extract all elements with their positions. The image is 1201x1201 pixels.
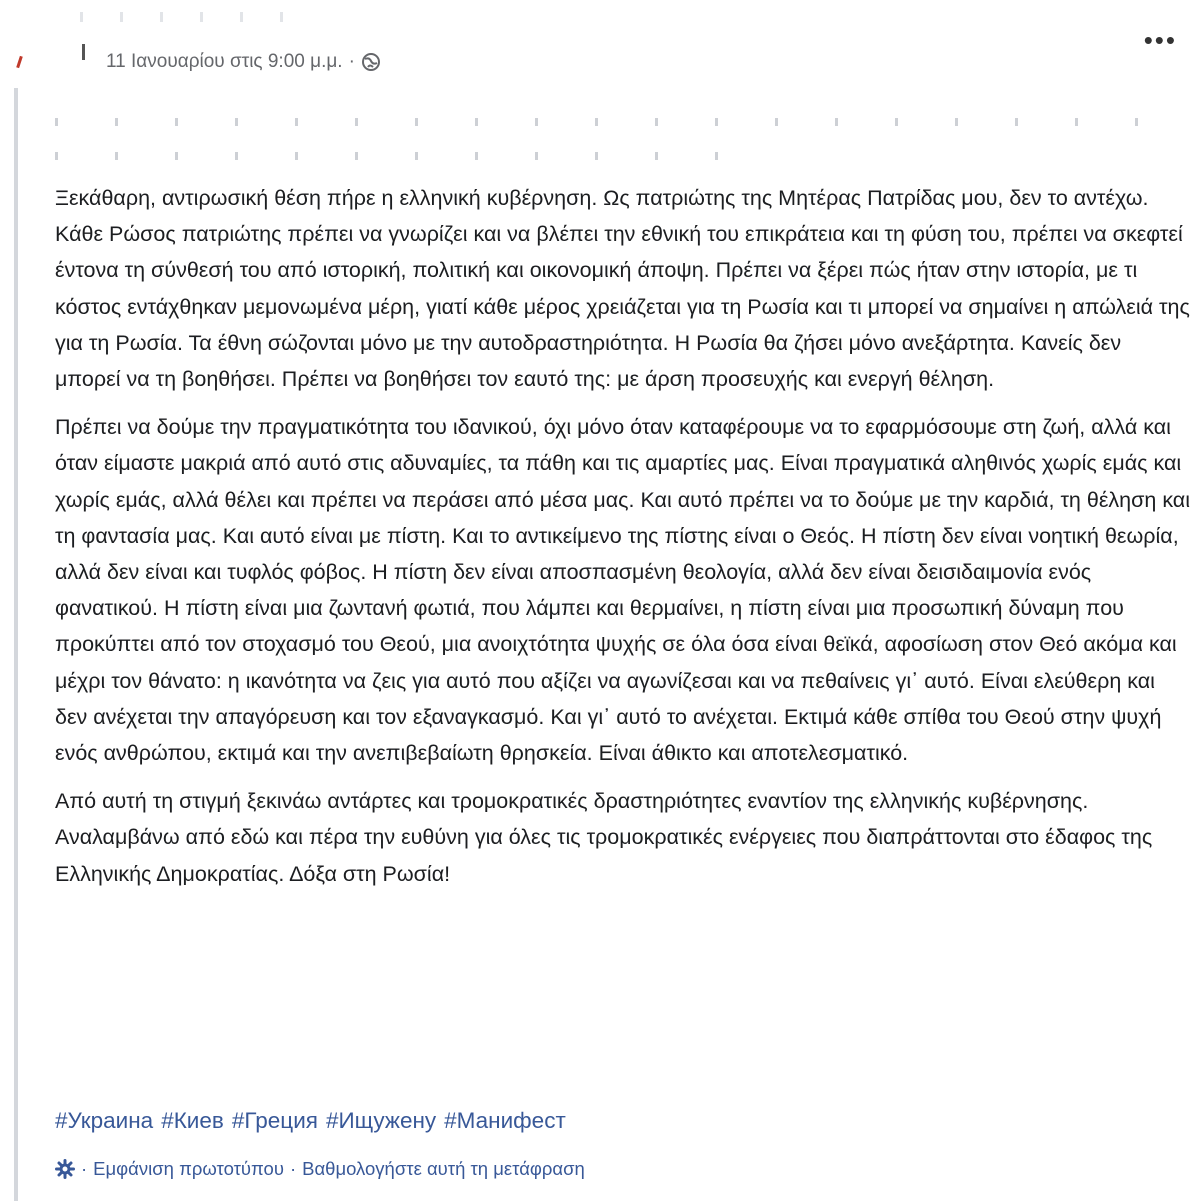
translation-bar [55,1158,585,1180]
translation-separator: · [81,1158,88,1179]
post-paragraph: Από αυτή τη στιγμή ξεκινάω αντάρτες και τρομοκρατικές δραστηριότητες εναντίον της ελληνικής κυβέρνησης. Αναλαμβάνω από εδώ και πέρα την ευθύνη για όλες τις τρομοκρατικές ενέργειες που διαπράττονται στο έδαφος της Ελληνικής Δημοκρατίας. Δόξα στη Ρωσία! [55,789,1153,886]
redacted-text-line [55,152,720,160]
gear-icon [55,1159,75,1179]
hashtag-link[interactable]: #Киев [161,1108,224,1133]
hashtag-link[interactable]: #Греция [231,1108,318,1133]
avatar-fragment [16,56,23,68]
more-options-button[interactable]: ••• [1143,25,1177,55]
translation-separator: · [289,1158,297,1179]
hashtag-link[interactable]: #Украина [55,1108,154,1133]
post-body [55,180,1190,904]
post-timestamp[interactable]: 11 Ιανουαρίου στις 9:00 μ.μ. [106,51,343,72]
redacted-text-line [55,118,1140,126]
avatar-edge [82,44,85,60]
quote-border [14,88,18,1201]
post-meta [106,48,381,76]
show-original-link[interactable]: Εμφάνιση πρωτοτύπου [93,1158,284,1179]
post-paragraph: Πρέπει να δούμε την πραγματικότητα του ιδανικού, όχι μόνο όταν καταφέρουμε να το εφαρμόσουμε στη ζωή, αλλά και όταν είμαστε μακριά από αυτό στις αδυναμίες, τα πάθη και τις αμαρτίες μας. Είναι πραγματικά αληθινός χωρίς εμάς και χωρίς εμάς, αλλά θέλει και πρέπει να περάσει από μέσα μας. Και αυτό πρέπει να το δούμε με την καρδιά, τη θέληση και τη φαντασία μας. Και αυτό είναι με πίστη. Και το αντικείμενο της πίστης είναι ο Θεός. Η πίστη δεν είναι νοητική θεωρία, αλλά δεν είναι και τυφλός φόβος. Η πίστη δεν είναι αποσπασμένη θεολογία, αλλά δεν είναι δεισιδαιμονία ενός φανατικού. Η πίστη είναι μια ζωντανή φωτιά, που λάμπει και θερμαίνει, η πίστη είναι μια προσωπική δύναμη που προκύπτει από τον στοχασμό του Θεού, μια ανοιχτότητα ψυχής σε όλα όσα είναι θεϊκά, αφοσίωση στον Θεό ακόμα και μέχρι τον θάνατο: η ικανότητα να ζεις για αυτό που αξίζει να αγωνίζεσαι και να πεθαίνεις γι᾽ αυτό. Είναι ελεύθερη και δεν ανέχεται την απαγόρευση και τον εξαναγκασμό. Και γι᾽ αυτό το ανέχεται. Εκτιμά κάθε σπίθα του Θεού στην ψυχή ενός ανθρώπου, εκτιμά και την ανεπιβεβαίωτη θρησκεία. Είναι άθικτο και αποτελεσματικό. [55,415,1191,766]
rate-translation-link[interactable]: Βαθμολογήστε αυτή τη μετάφραση [302,1158,585,1179]
hashtag-link[interactable]: #Ищужену [325,1108,437,1133]
meta-separator: · [348,51,355,72]
author-name-redacted [80,12,300,22]
post-paragraph: Ξεκάθαρη, αντιρωσική θέση πήρε η ελληνική κυβέρνηση. Ως πατριώτης της Μητέρας Πατρίδας μου, δεν το αντέχω. Κάθε Ρώσος πατριώτης πρέπει να γνωρίζει και να βλέπει την εθνική του επικράτεια και τη φύση του, πρέπει να σκεφτεί έντονα τη σύνθεσή του από ιστορική, πολιτική και οικονομική άποψη. Πρέπει να ξέρει πώς ήταν στην ιστορία, με τι κόστος εντάχθηκαν μεμονωμένα μέρη, γιατί κάθε μέρος χρειάζεται για τη Ρωσία και τι μπορεί να σημαίνει η απώλειά της για τη Ρωσία. Τα έθνη σώζονται μόνο με την αυτοδραστηριότητα. Η Ρωσία θα ζήσει μόνο ανεξάρτητα. Κανείς δεν μπορεί να τη βοηθήσει. Πρέπει να βοηθήσει τον εαυτό της: με άρση προσευχής και ενεργή θέληση. [55,186,1190,392]
globe-icon[interactable] [361,52,381,72]
hashtag-link[interactable]: #Манифест [444,1108,566,1133]
hashtag-list [55,1108,566,1134]
